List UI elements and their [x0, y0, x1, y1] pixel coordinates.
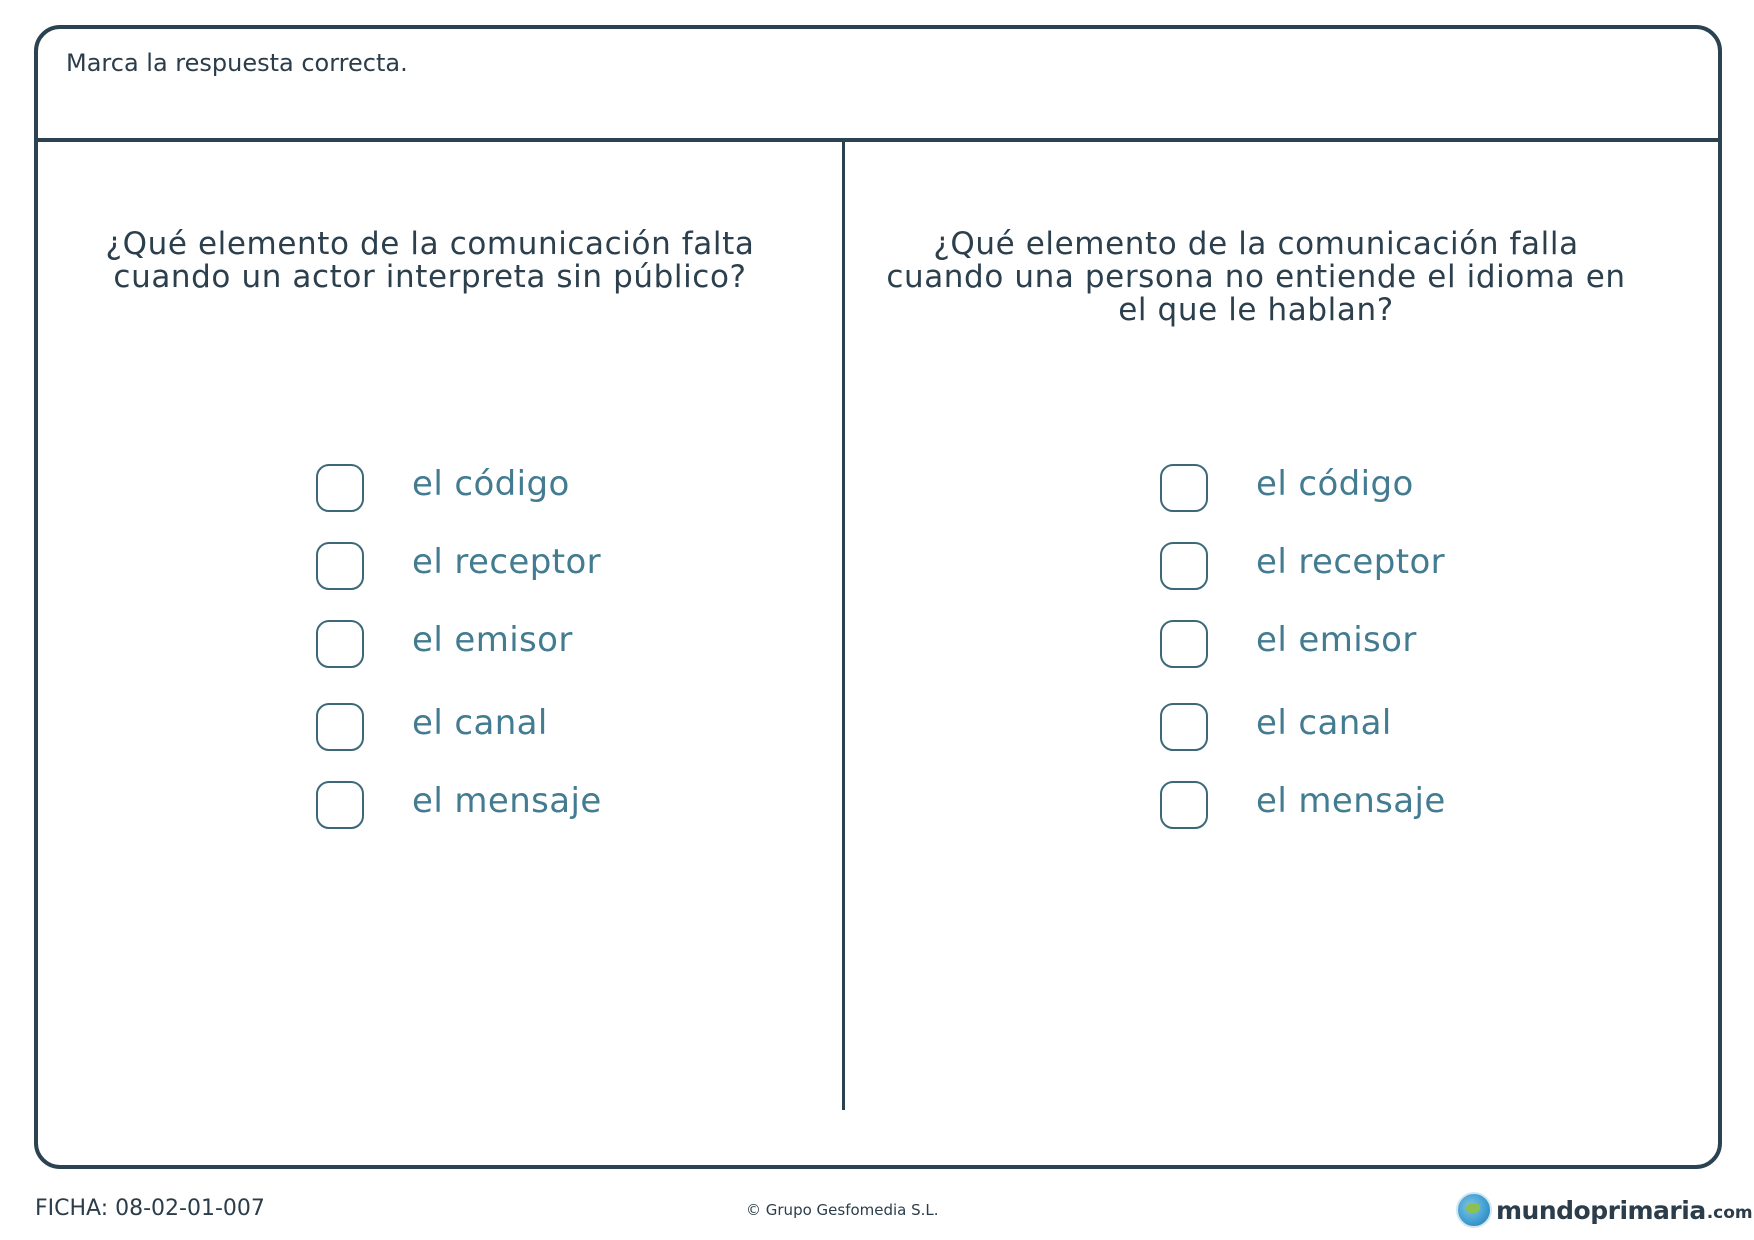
worksheet-frame	[34, 25, 1722, 1169]
question-1-line-1: ¿Qué elemento de la comunicación falta	[105, 226, 755, 262]
checkbox[interactable]	[316, 464, 364, 512]
q2-option-mensaje[interactable]	[1160, 779, 1446, 831]
column-divider	[842, 140, 845, 1110]
instruction-bar	[38, 29, 1718, 142]
checkbox[interactable]	[1160, 703, 1208, 751]
q2-option-emisor[interactable]	[1160, 618, 1417, 670]
question-2-line-3: el que le hablan?	[1118, 292, 1394, 328]
option-label: el canal	[1256, 703, 1392, 743]
option-label: el emisor	[412, 620, 573, 660]
q1-option-codigo[interactable]	[316, 462, 570, 514]
option-label: el código	[412, 464, 570, 504]
option-label: el receptor	[1256, 542, 1446, 582]
q1-option-mensaje[interactable]	[316, 779, 602, 831]
option-label: el canal	[412, 703, 548, 743]
globe-icon	[1456, 1192, 1492, 1228]
checkbox[interactable]	[316, 781, 364, 829]
option-label: el mensaje	[1256, 781, 1446, 821]
option-label: el código	[1256, 464, 1414, 504]
q1-option-canal[interactable]	[316, 701, 548, 753]
question-1	[60, 228, 800, 294]
question-2-line-1: ¿Qué elemento de la comunicación falla	[933, 226, 1579, 262]
brand-name: mundoprimaria	[1496, 1195, 1706, 1225]
brand-logo[interactable]	[1456, 1190, 1753, 1230]
copyright-text: © Grupo Gesfomedia S.L.	[746, 1201, 939, 1219]
checkbox[interactable]	[1160, 781, 1208, 829]
q2-option-codigo[interactable]	[1160, 462, 1414, 514]
checkbox[interactable]	[316, 620, 364, 668]
option-label: el receptor	[412, 542, 602, 582]
brand-tld: .com	[1706, 1203, 1753, 1223]
question-2-line-2: cuando una persona no entiende el idioma en	[886, 259, 1626, 295]
q1-option-receptor[interactable]	[316, 540, 602, 592]
question-2	[876, 228, 1636, 327]
q2-option-canal[interactable]	[1160, 701, 1392, 753]
checkbox[interactable]	[1160, 464, 1208, 512]
question-1-line-2: cuando un actor interpreta sin público?	[113, 259, 747, 295]
instruction-text: Marca la respuesta correcta.	[66, 49, 408, 77]
worksheet-code: FICHA: 08-02-01-007	[35, 1196, 265, 1221]
q2-option-receptor[interactable]	[1160, 540, 1446, 592]
checkbox[interactable]	[1160, 542, 1208, 590]
checkbox[interactable]	[316, 542, 364, 590]
option-label: el mensaje	[412, 781, 602, 821]
checkbox[interactable]	[316, 703, 364, 751]
checkbox[interactable]	[1160, 620, 1208, 668]
option-label: el emisor	[1256, 620, 1417, 660]
q1-option-emisor[interactable]	[316, 618, 573, 670]
